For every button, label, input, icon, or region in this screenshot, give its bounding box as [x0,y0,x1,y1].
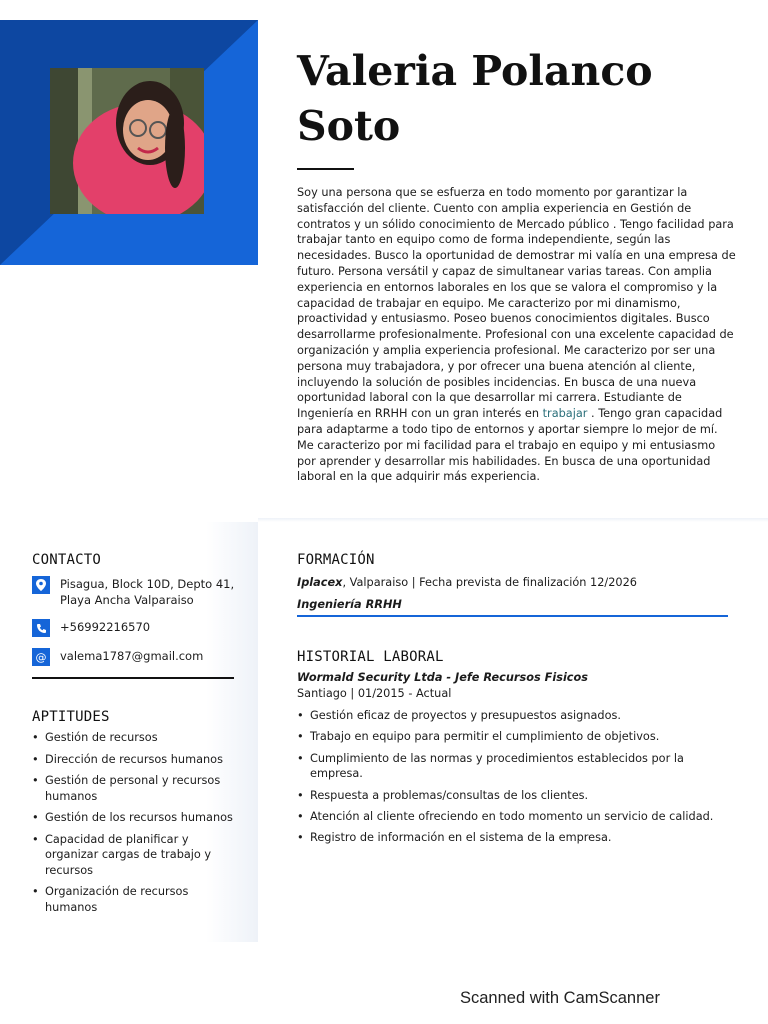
job-responsibilities [297,708,717,852]
summary-text-end: . Tengo gran capacidad para adaptarme a todo tipo de entornos y aportar siempre lo mejor de mí. Me caracterizo por mi facilidad para el trabajo en equipo y mi entusiasmo por aprender y desarrollar mis habilidades. En busca de una oportunidad laboral en la que adquirir más experiencia. [297,407,723,484]
summary-link[interactable]: trabajar [542,407,588,421]
list-item: • Organización de recursos humanos [32,884,242,915]
education-divider [297,615,728,617]
contact-divider [32,677,234,679]
phone-text[interactable]: +56992216570 [60,620,151,634]
summary-text: Soy una persona que se esfuerza en todo momento por garantizar la satisfacción del cliente. Cuento con amplia experiencia en Gestión de contratos y un sólido conocimiento de Mercado público . Tengo facilidad para trabajar tanto en equipo como de forma independiente, según las necesidades. Busco la oportunidad de demostrar mi valía en una empresa de futuro. Persona versátil y capaz de simultanear varias tareas. Con amplia experiencia en entornos laborales en los que se valora el compromiso y la capacidad de trabajar en equipo. Me caracterizo por mi dinamismo, proactividad y entusiasmo. Poseo buenos conocimientos digitales. Busco desarrollarme profesionalmente. Profesional con una excelente capacidad de organización y amplia experiencia profesional. Me caracterizo por ser una persona muy trabajadora, y por ofrecer una buena atención al cliente, incluyendo la solución de posibles incidencias. En busca de una nueva oportunidad laboral con la que desarrollar mi carrera. Estudiante de Ingeniería en RRHH con un gran interés en [297,186,736,421]
skills-list [32,730,242,921]
contact-phone [32,619,150,637]
address-text: Pisagua, Block 10D, Depto 41, Playa Ancha Valparaiso [60,577,235,607]
name-line-2: Soto [297,102,401,150]
list-item: • Gestión de recursos [32,730,242,746]
list-item: • Gestión de personal y recursos humanos [32,773,242,804]
email-text[interactable]: valema1787@gmail.com [60,649,204,663]
education-degree: Ingeniería RRHH [297,598,402,611]
name-line-1: Valeria Polanco [297,47,653,95]
education-institution-line [297,575,637,591]
list-item: • Trabajo en equipo para permitir el cumplimiento de objetivos. [297,729,717,745]
phone-icon [32,619,50,637]
education-title: FORMACIÓN [297,552,375,568]
list-item: • Gestión de los recursos humanos [32,810,242,826]
email-at-icon: @ [32,648,50,666]
right-column-shadow [258,518,768,522]
contact-email [32,648,203,666]
education-details: , Valparaiso | Fecha prevista de finalización 12/2026 [342,576,637,589]
contact-address [32,576,234,608]
work-title: HISTORIAL LABORAL [297,649,444,665]
job-location-dates: Santiago | 01/2015 - Actual [297,687,452,700]
skills-title: APTITUDES [32,709,110,725]
profile-photo [50,68,204,214]
candidate-name [297,44,737,154]
list-item: • Atención al cliente ofreciendo en todo momento un servicio de calidad. [297,809,717,825]
list-item: • Cumplimiento de las normas y procedimientos establecidos por la empresa. [297,751,717,783]
profile-summary [297,185,737,485]
job-company-role: Wormald Security Ltda - Jefe Recursos Fisicos [297,671,588,684]
contact-title: CONTACTO [32,552,102,568]
institution-name: Iplacex [297,576,343,589]
list-item: • Dirección de recursos humanos [32,752,242,768]
list-item: • Gestión eficaz de proyectos y presupuestos asignados. [297,708,717,724]
list-item: • Respuesta a problemas/consultas de los clientes. [297,788,717,804]
location-pin-icon [32,576,50,594]
scanner-watermark: Scanned with CamScanner [460,989,660,1007]
list-item: • Capacidad de planificar y organizar cargas de trabajo y recursos [32,832,242,879]
profile-photo-frame [0,20,258,265]
name-divider [297,168,354,170]
list-item: • Registro de información en el sistema de la empresa. [297,830,717,846]
